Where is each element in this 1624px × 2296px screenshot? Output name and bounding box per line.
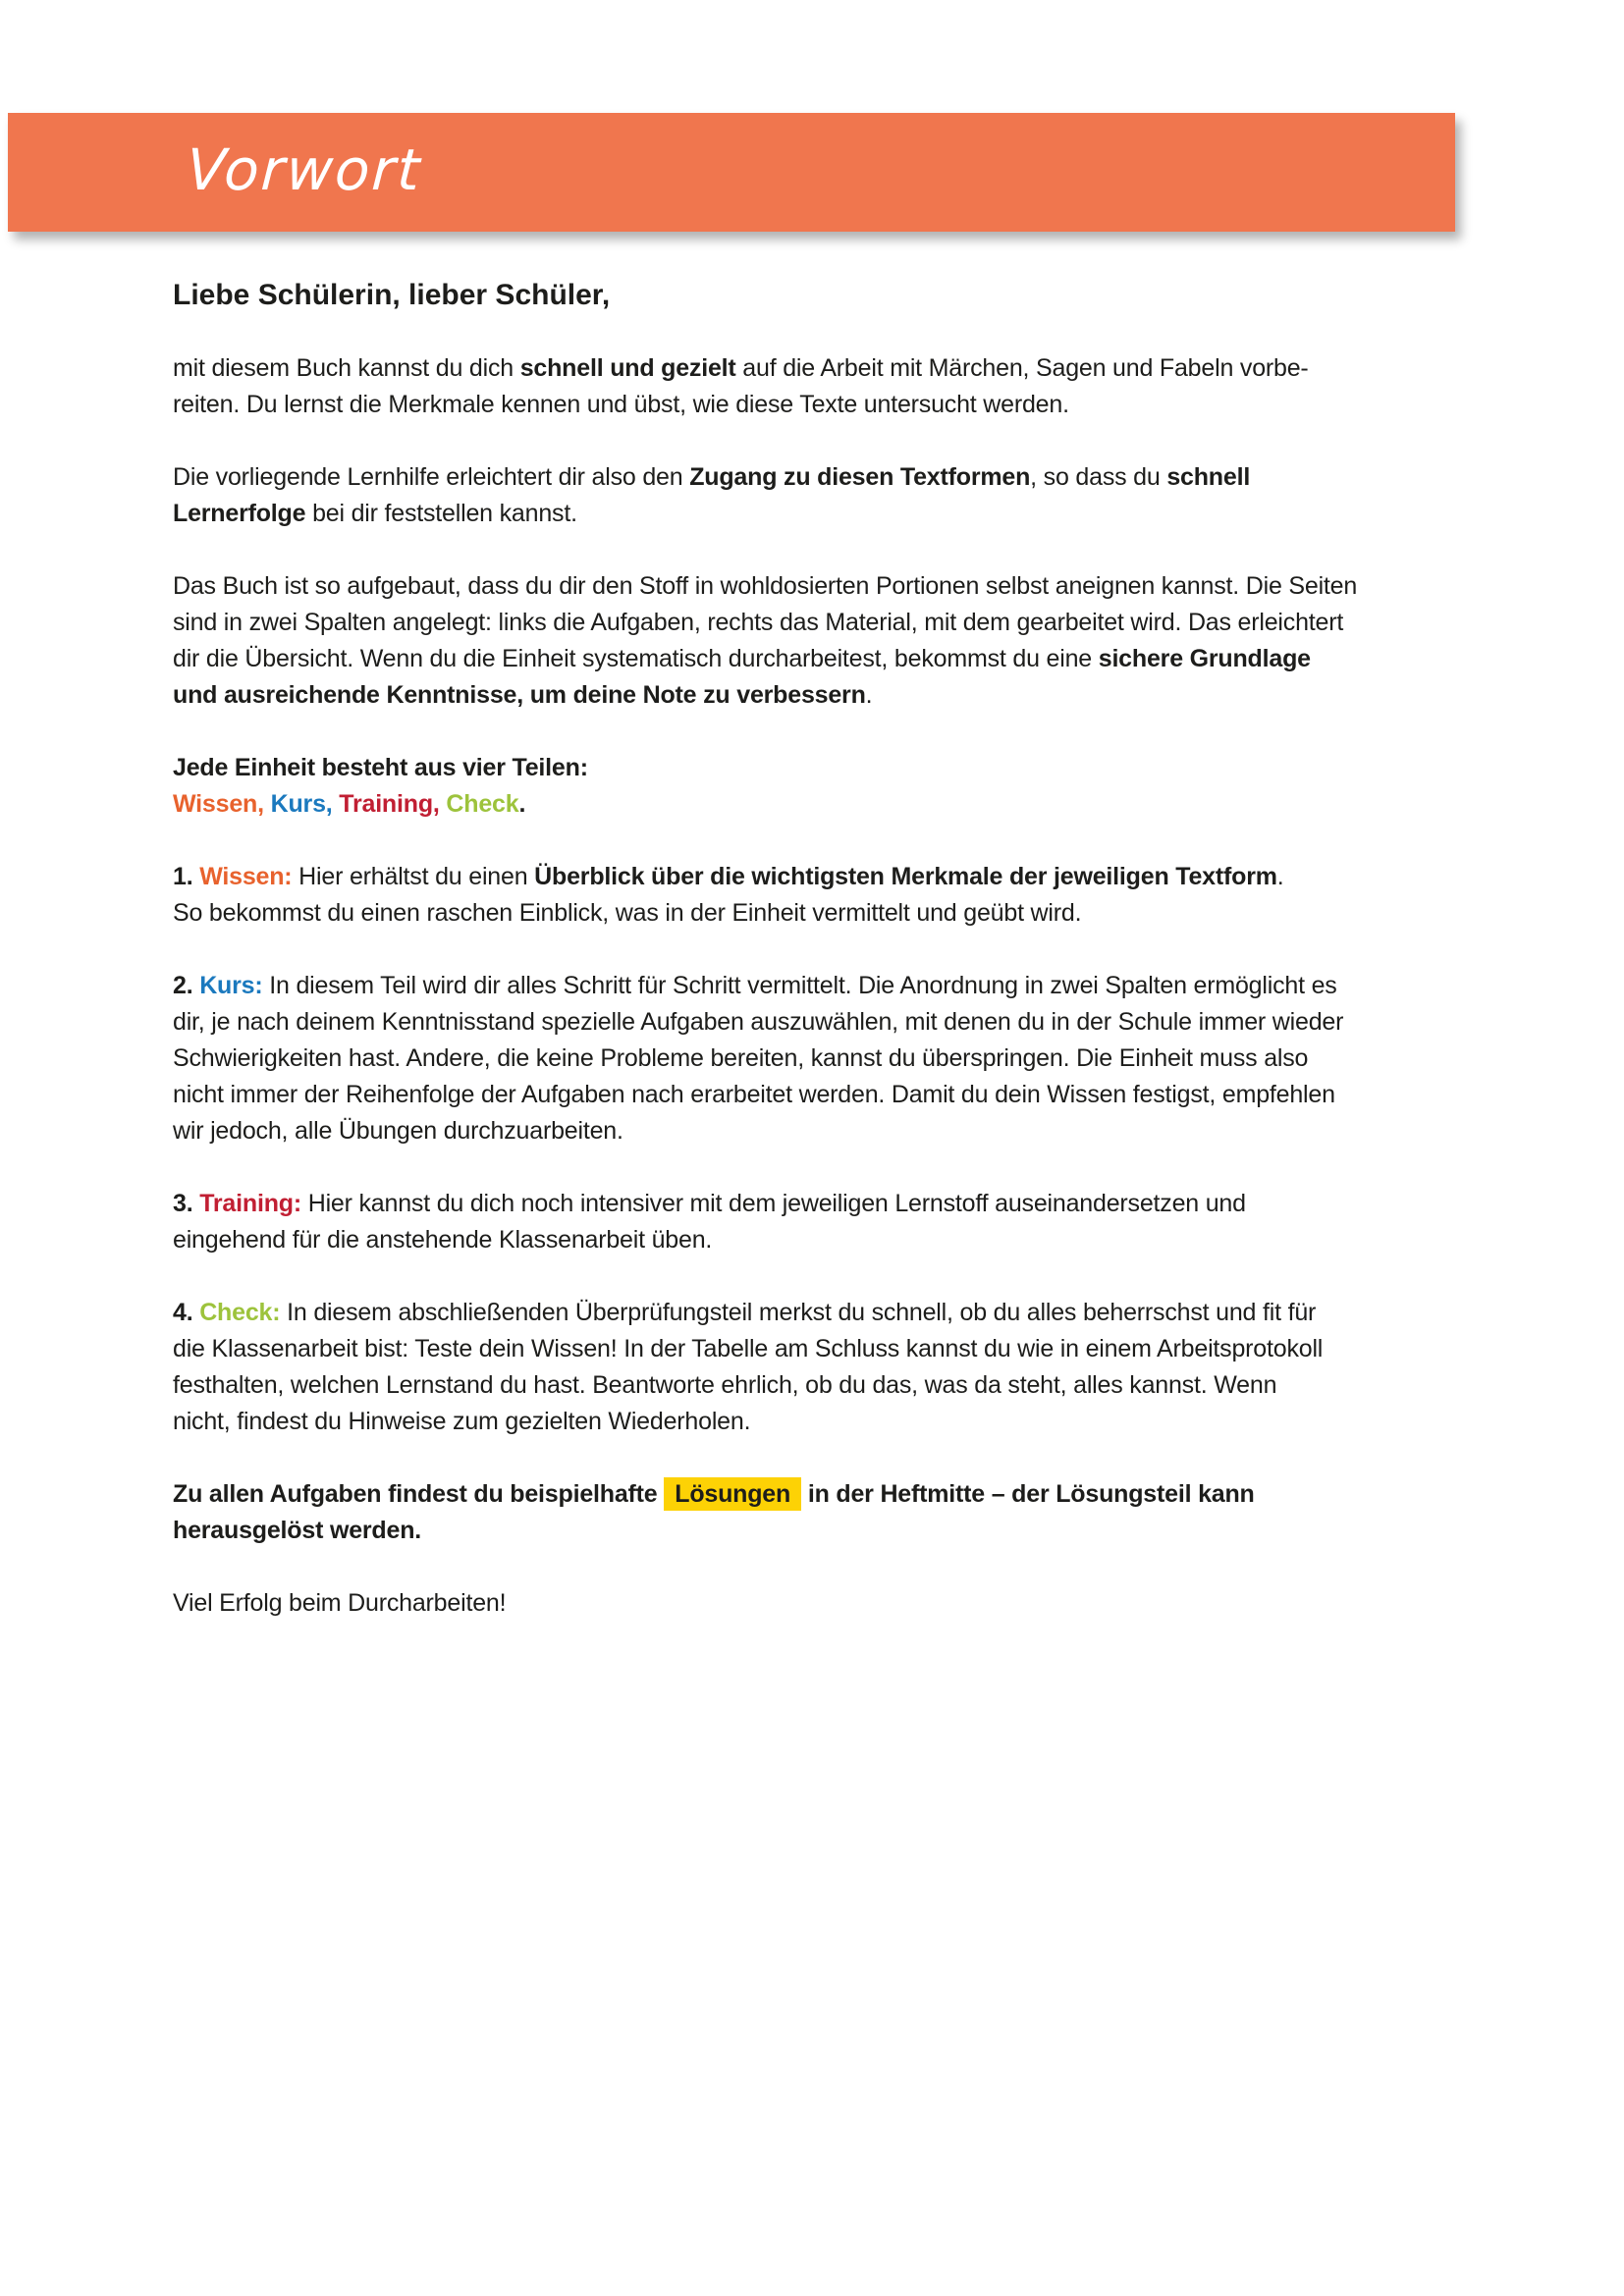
text-run: 3. <box>173 1190 200 1217</box>
text-run: auf die Arbeit mit Märchen, Sagen und Fabeln vorbe- <box>735 354 1309 382</box>
text-run: wir jedoch, alle Übungen durchzuarbeiten. <box>173 1117 623 1145</box>
text-run: 4. <box>173 1299 200 1326</box>
text-run: Kurs: <box>199 972 263 999</box>
text-run: Zu allen Aufgaben findest du beispielhafte <box>173 1480 665 1508</box>
paragraph <box>173 459 1422 532</box>
paragraph <box>173 350 1422 423</box>
paragraph-wissen <box>173 859 1422 932</box>
text-run: Hier erhältst du einen <box>292 863 535 890</box>
text-run: nicht immer der Reihenfolge der Aufgaben nach erarbeitet werden. Damit du dein Wissen festigst, empfehlen <box>173 1081 1335 1108</box>
text-run: So bekommst du einen raschen Einblick, was in der Einheit vermittelt und geübt wird. <box>173 899 1082 927</box>
text-run: bei dir feststellen kannst. <box>305 500 577 527</box>
text-run: Zugang zu diesen Textformen <box>689 463 1031 491</box>
text-run: schnell und gezielt <box>519 354 736 382</box>
page-title: Vorwort <box>185 135 424 203</box>
text-run: nicht, findest du Hinweise zum gezielten Wiederholen. <box>173 1408 751 1435</box>
text-run: sichere Grundlage <box>1098 645 1311 672</box>
text-run: dir die Übersicht. Wenn du die Einheit systematisch durcharbeitest, bekommst du eine <box>173 645 1099 672</box>
text-run: Überblick über die wichtigsten Merkmale der jeweiligen Textform <box>534 863 1277 890</box>
highlighted-text: Lösungen <box>664 1477 801 1511</box>
text-run: . <box>518 790 526 818</box>
paragraph-loesungen <box>173 1476 1422 1549</box>
text-run: Kurs, <box>270 790 333 818</box>
text-run: Hier kannst du dich noch intensiver mit dem jeweiligen Lernstoff auseinandersetzen und <box>300 1190 1246 1217</box>
text-run: In diesem abschließenden Überprüfungsteil merkst du schnell, ob du alles beherrschst und fit für <box>280 1299 1317 1326</box>
preface-content <box>173 277 1422 1658</box>
text-run: Das Buch ist so aufgebaut, dass du dir den Stoff in wohldosierten Portionen selbst aneignen kannst. Die Seiten <box>173 572 1358 600</box>
header-bar <box>8 113 1455 232</box>
paragraph-unit-parts <box>173 750 1422 823</box>
paragraph-check <box>173 1295 1422 1440</box>
text-run: reiten. Du lernst die Merkmale kennen und übst, wie diese Texte untersucht werden. <box>173 391 1069 418</box>
text-run: Wissen, <box>173 790 264 818</box>
paragraph-training <box>173 1186 1422 1258</box>
paragraph <box>173 568 1422 714</box>
text-run: Check <box>446 790 519 818</box>
text-run: Lernerfolge <box>173 500 306 527</box>
text-run: Viel Erfolg beim Durcharbeiten! <box>173 1589 507 1617</box>
text-run: festhalten, welchen Lernstand du hast. Beantworte ehrlich, ob du das, was da steht, alles kannst. Wenn <box>173 1371 1277 1399</box>
text-run: . <box>1276 863 1284 890</box>
closing-line <box>173 1585 1422 1622</box>
salutation-heading: Liebe Schülerin, lieber Schüler, <box>173 279 611 311</box>
text-run: sind in zwei Spalten angelegt: links die Aufgaben, rechts das Material, mit dem gearbeitet wird. Das erleichtert <box>173 609 1344 636</box>
text-run: mit diesem Buch kannst du dich <box>173 354 520 382</box>
text-run: schnell <box>1166 463 1251 491</box>
text-run: dir, je nach deinem Kenntnisstand spezielle Aufgaben auszuwählen, mit denen du in der Schule immer wieder <box>173 1008 1344 1036</box>
text-run: Jede Einheit besteht aus vier Teilen: <box>173 754 588 781</box>
text-run: Training: <box>199 1190 301 1217</box>
text-run: 1. <box>173 863 200 890</box>
text-run: Schwierigkeiten hast. Andere, die keine Probleme bereiten, kannst du überspringen. Die Einheit muss also <box>173 1044 1309 1072</box>
text-run: Wissen: <box>199 863 293 890</box>
text-run <box>264 790 271 818</box>
text-run: In diesem Teil wird dir alles Schritt für Schritt vermittelt. Die Anordnung in zwei Spalten ermöglicht es <box>262 972 1337 999</box>
text-run: 2. <box>173 972 200 999</box>
text-run: , so dass du <box>1030 463 1167 491</box>
text-run: herausgelöst werden. <box>173 1517 422 1544</box>
text-run: Check: <box>199 1299 281 1326</box>
text-run: Die vorliegende Lernhilfe erleichtert dir also den <box>173 463 690 491</box>
text-run: eingehend für die anstehende Klassenarbeit üben. <box>173 1226 713 1254</box>
text-run: Training, <box>339 790 440 818</box>
text-run: . <box>865 681 873 709</box>
text-run: die Klassenarbeit bist: Teste dein Wissen! In der Tabelle am Schluss kannst du wie in einem Arbeitsprotokoll <box>173 1335 1324 1362</box>
text-run: und ausreichende Kenntnisse, um deine Note zu verbessern <box>173 681 866 709</box>
text-run: in der Heftmitte – der Lösungsteil kann <box>801 1480 1255 1508</box>
paragraph-kurs <box>173 968 1422 1149</box>
